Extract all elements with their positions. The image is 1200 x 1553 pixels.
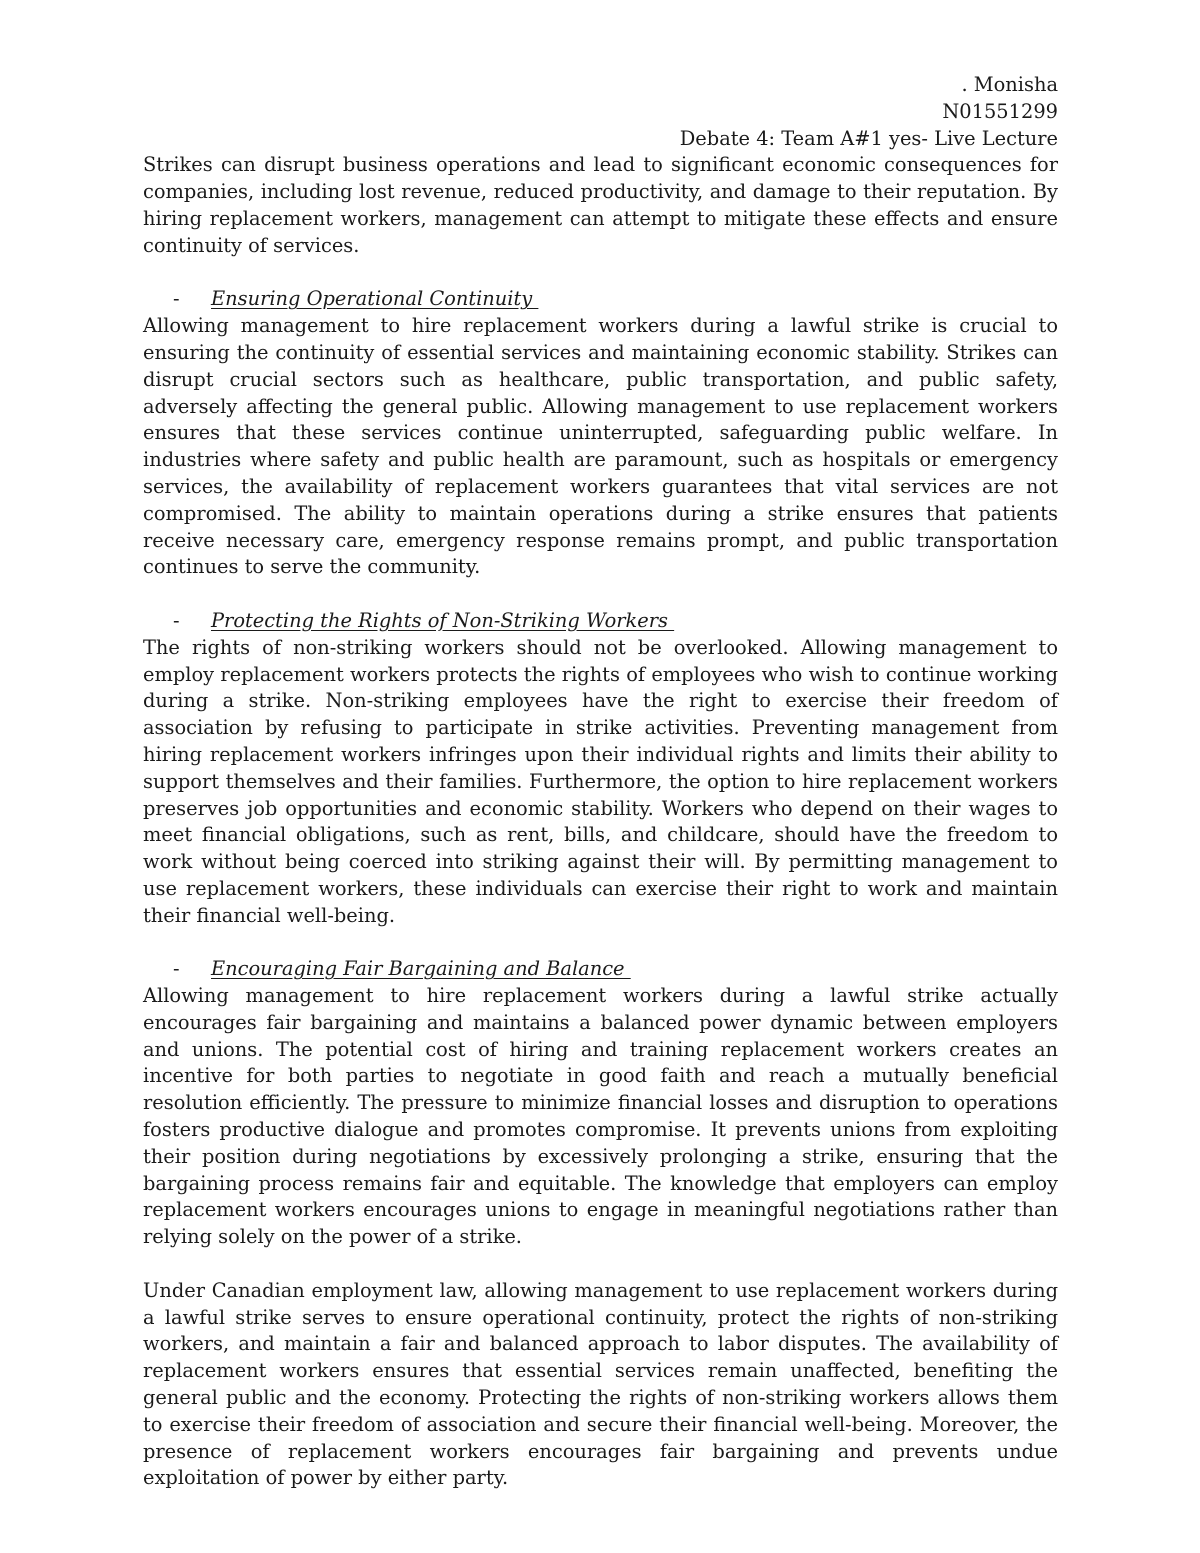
spacer [143,1251,1058,1278]
section-title: Encouraging Fair Bargaining and Balance [211,957,631,981]
section-body: Allowing management to hire replacement workers during a lawful strike is crucial to ensuring the continuity of essential services and maintaining economic stability. Strikes can disrupt crucial sectors such as healthcare, public transportation, and public safety, adversely affecting the general public. Allowing management to use replacement workers ensures that these services continue uninterrupted, safeguarding public welfare. In industries where safety and public health are paramount, such as hospitals or emergency services, the availability of replacement workers guarantees that vital services are not compromised. The ability to maintain operations during a strike ensures that patients receive necessary care, emergency response remains prompt, and public transportation continues to serve the community. [143,314,1058,579]
spacer [143,581,1058,608]
conclusion-paragraph: Under Canadian employment law, allowing management to use replacement workers during a lawful strike serves to ensure operational continuity, protect the rights of non-striking workers, and maintain a fair and balanced approach to labor disputes. The availability of replacement workers ensures that essential services remain unaffected, benefiting the general public and the economy. Protecting the rights of non-striking workers allows them to exercise their freedom of association and secure their financial well-being. Moreover, the presence of replacement workers encourages fair bargaining and prevents undue exploitation of power by either party. [143,1278,1058,1490]
student-id: N01551299 [942,99,1058,123]
section-title: Protecting the Rights of Non-Striking Workers [211,608,675,632]
bullet-dash: - [173,608,180,632]
document-page [143,72,1058,1492]
section-heading [143,956,1058,983]
header-block [143,72,1058,152]
intro-paragraph: Strikes can disrupt business operations and lead to significant economic consequences for companies, including lost revenue, reduced productivity, and damage to their reputation. By hiring replacement workers, management can attempt to mitigate these effects and ensure continuity of services. [143,153,1058,257]
section-operational-continuity [143,286,1058,581]
author-name: . Monisha [961,73,1058,96]
section-heading [143,286,1058,313]
section-body: The rights of non-striking workers should not be overlooked. Allowing management to employ replacement workers protects the rights of employees who wish to continue working during a strike. Non-striking employees have the right to exercise their freedom of association by refusing to participate in strike activities. Preventing management from hiring replacement workers infringes upon their individual rights and limits their ability to support themselves and their families. Furthermore, the option to hire replacement workers preserves job opportunities and economic stability. Workers who depend on their wages to meet financial obligations, such as rent, bills, and childcare, should have the freedom to work without being coerced into striking against their will. By permitting management to use replacement workers, these individuals can exercise their right to work and maintain their financial well-being. [143,635,1058,927]
bullet-dash: - [173,287,180,311]
section-heading [143,608,1058,635]
spacer [143,260,1058,287]
course-line: Debate 4: Team A#1 yes- Live Lecture [679,126,1058,150]
section-body: Allowing management to hire replacement workers during a lawful strike actually encourages fair bargaining and maintains a balanced power dynamic between employers and unions. The potential cost of hiring and training replacement workers creates an incentive for both parties to negotiate in good faith and reach a mutually beneficial resolution efficiently. The pressure to minimize financial losses and disruption to operations fosters productive dialogue and promotes compromise. It prevents unions from exploiting their position during negotiations by excessively prolonging a strike, ensuring that the bargaining process remains fair and equitable. The knowledge that employers can employ replacement workers encourages unions to engage in meaningful negotiations rather than relying solely on the power of a strike. [143,984,1058,1249]
section-fair-bargaining [143,956,1058,1251]
spacer [143,930,1058,957]
section-non-striking-workers [143,608,1058,930]
section-title: Ensuring Operational Continuity [211,287,539,311]
bullet-dash: - [173,957,180,981]
